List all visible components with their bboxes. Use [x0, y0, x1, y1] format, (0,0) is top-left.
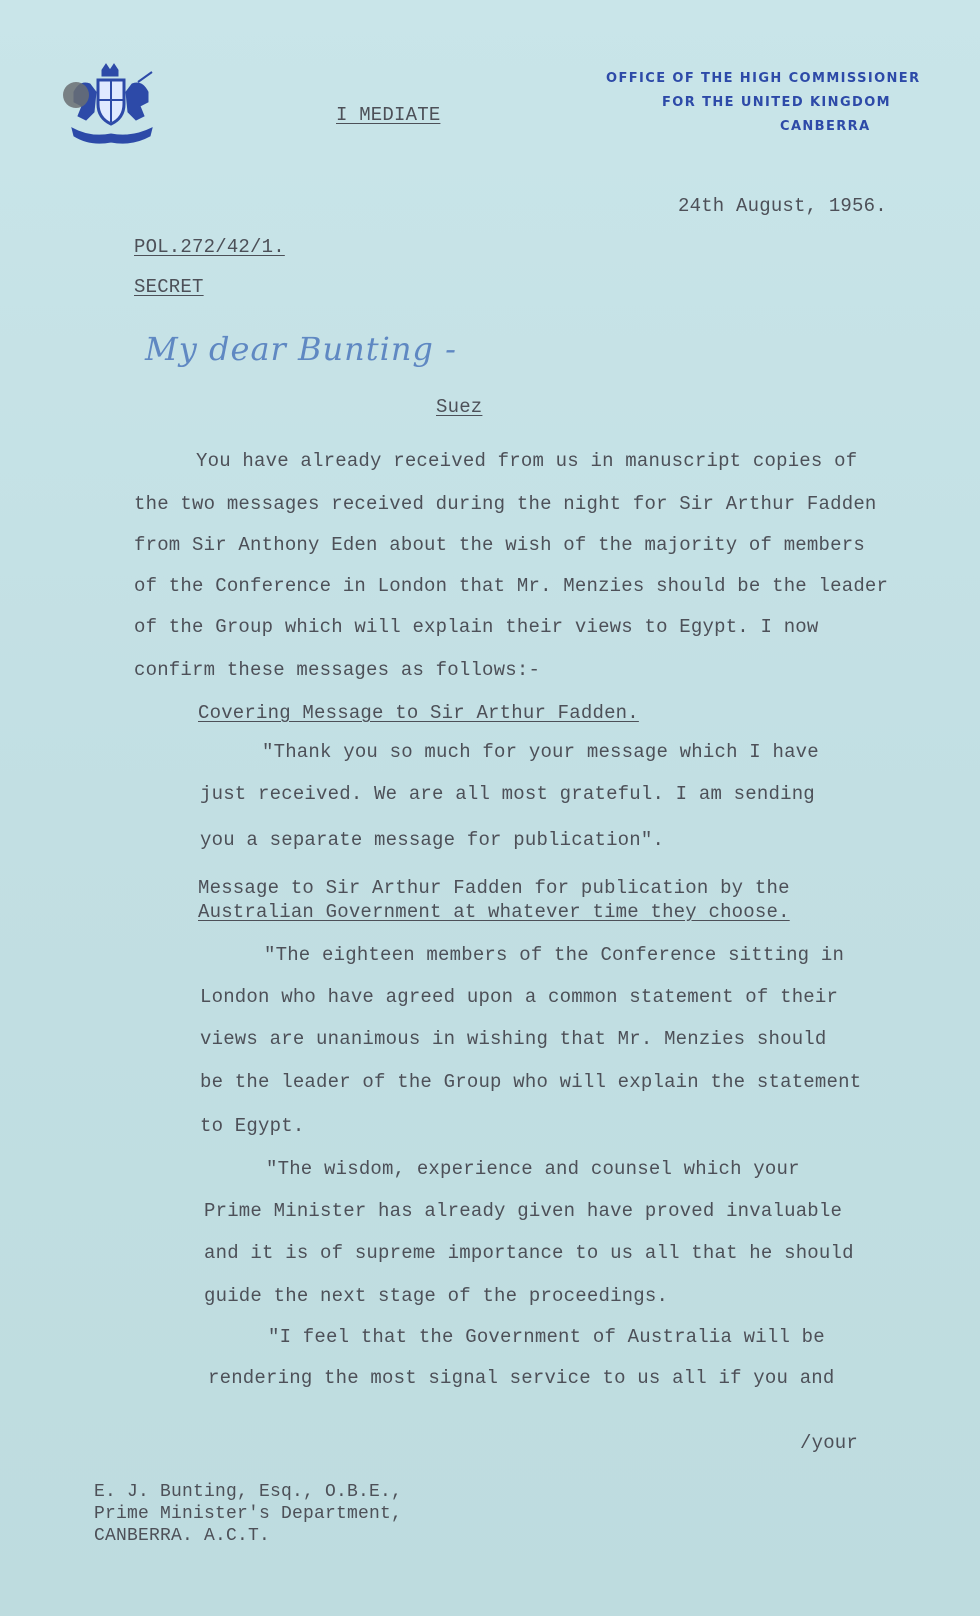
letterhead-line1: OFFICE OF THE HIGH COMMISSIONER	[606, 71, 921, 86]
salutation: My dear Bunting -	[145, 330, 457, 368]
msg2-line: to Egypt.	[200, 1115, 305, 1137]
letterhead-line2: FOR THE UNITED KINGDOM	[662, 95, 891, 110]
msg1-line: you a separate message for publication".	[200, 829, 665, 851]
msg1-line: "Thank you so much for your message which I have	[262, 741, 819, 763]
para1-line: of the Group which will explain their views to Egypt. I now	[134, 616, 819, 638]
msg2-line: "I feel that the Government of Australia will be	[268, 1326, 825, 1348]
para1-line: the two messages received during the night for Sir Arthur Fadden	[134, 493, 877, 515]
msg2-line: guide the next stage of the proceedings.	[204, 1285, 669, 1307]
catchword: /your	[800, 1432, 859, 1454]
para1-line: confirm these messages as follows:-	[134, 659, 541, 681]
msg2-line: London who have agreed upon a common statement of their	[200, 986, 839, 1008]
classification: SECRET	[134, 276, 204, 298]
para1-line: You have already received from us in manuscript copies of	[196, 450, 858, 472]
msg1-line: just received. We are all most grateful. I am sending	[200, 783, 815, 805]
subject: Suez	[436, 396, 483, 418]
para1-line: of the Conference in London that Mr. Menzies should be the leader	[134, 575, 889, 597]
heading-covering-message: Covering Message to Sir Arthur Fadden.	[198, 702, 639, 724]
heading-publication-line1: Message to Sir Arthur Fadden for publication by the	[198, 877, 790, 899]
msg2-line: "The eighteen members of the Conference sitting in	[264, 944, 845, 966]
date: 24th August, 1956.	[678, 195, 887, 217]
immediate-label: I MEDIATE	[336, 104, 441, 126]
msg2-line: views are unanimous in wishing that Mr. Menzies should	[200, 1028, 827, 1050]
msg2-line: and it is of supreme importance to us all that he should	[204, 1242, 854, 1264]
punch-hole	[63, 82, 89, 108]
addressee-line: CANBERRA. A.C.T.	[94, 1526, 271, 1546]
msg2-line: be the leader of the Group who will explain the statement	[200, 1071, 862, 1093]
addressee-line: E. J. Bunting, Esq., O.B.E.,	[94, 1482, 403, 1502]
para1-line: from Sir Anthony Eden about the wish of the majority of members	[134, 534, 865, 556]
reference: POL.272/42/1.	[134, 236, 285, 258]
letterhead-line3: CANBERRA	[780, 119, 871, 134]
addressee-line: Prime Minister's Department,	[94, 1504, 403, 1524]
msg2-line: rendering the most signal service to us all if you and	[208, 1367, 835, 1389]
msg2-line: Prime Minister has already given have proved invaluable	[204, 1200, 843, 1222]
msg2-line: "The wisdom, experience and counsel which your	[266, 1158, 800, 1180]
heading-publication-line2: Australian Government at whatever time they choose.	[198, 901, 790, 923]
